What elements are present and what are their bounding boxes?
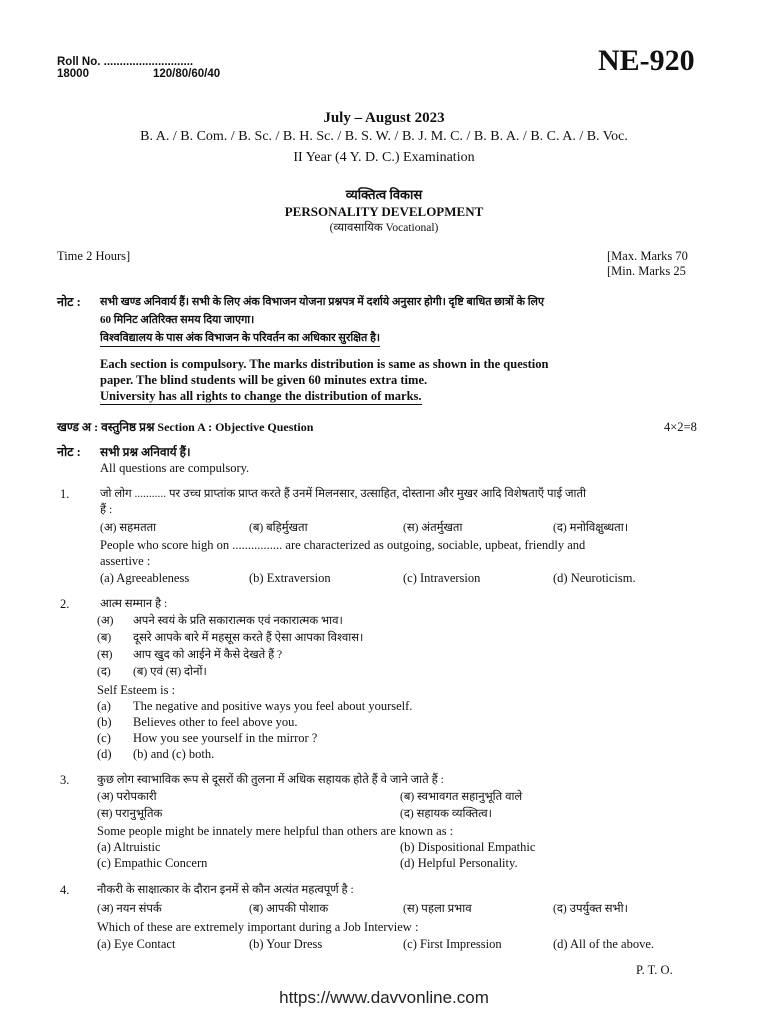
option-hi-a: (अ) नयन संपर्क <box>97 903 162 915</box>
option-en-a-label: (a) <box>97 699 111 713</box>
question-english-cont: assertive : <box>100 554 151 568</box>
option-en-c: (c) Empathic Concern <box>97 856 208 870</box>
note-hindi-3: विश्वविद्यालय के पास अंक विभाजन के परिवर्तन का अधिकार सुरक्षित है। <box>100 331 380 347</box>
option-hi-b: (ब) स्वभावगत सहानुभूति वाले <box>400 791 523 803</box>
option-en-a-text: The negative and positive ways you feel about yourself. <box>133 699 413 713</box>
courses: B. A. / B. Com. / B. Sc. / B. H. Sc. / B. S. W. / B. J. M. C. / B. B. A. / B. C. A. / B. Voc. <box>140 129 628 144</box>
option-hi-c: (स) अंतर्मुखता <box>403 522 463 534</box>
option-en-c: (c) First Impression <box>403 937 502 951</box>
option-hi-c-text: आप खुद को आईने में कैसे देखते हैं ? <box>133 649 283 661</box>
question-english: Which of these are extremely important during a Job Interview : <box>97 920 419 934</box>
option-hi-b: (ब) बहिर्मुखता <box>249 522 308 534</box>
roll-number: Roll No. ............................ <box>57 56 194 68</box>
source-url[interactable]: https://www.davvonline.com <box>279 988 489 1007</box>
note-english-3: University has all rights to change the distribution of marks. <box>100 389 422 403</box>
option-en-a: (a) Altruistic <box>97 840 161 854</box>
option-hi-d: (द) उपर्युक्त सभी। <box>553 903 628 915</box>
question-hindi: नौकरी के साक्षात्कार के दौरान इनमें से कौन अत्यंत महत्वपूर्ण है : <box>97 884 354 896</box>
option-hi-d-label: (द) <box>97 666 111 678</box>
option-hi-b-label: (ब) <box>97 632 112 644</box>
question-english: Some people might be innately mere helpful than others are known as : <box>97 824 454 838</box>
question-number: 2. <box>60 597 70 611</box>
section-note-label: नोट : <box>57 445 81 459</box>
option-en-b: (b) Dispositional Empathic <box>400 840 536 854</box>
note-hindi-1: सभी खण्ड अनिवार्य हैं। सभी के लिए अंक विभाजन योजना प्रश्नपत्र में दर्शाये अनुसार होगी। दृष्टि बाधित छात्रों के लिए <box>100 296 545 308</box>
option-hi-c-label: (स) <box>97 649 113 661</box>
code-right: 120/80/60/40 <box>153 68 221 80</box>
section-heading: खण्ड अ : वस्तुनिष्ठ प्रश्न Section A : Objective Question <box>57 420 314 434</box>
option-hi-c: (स) परानुभूतिक <box>97 808 163 820</box>
question-english: Self Esteem is : <box>97 683 176 697</box>
option-hi-d-text: (ब) एवं (स) दोनों। <box>133 666 207 678</box>
option-en-b: (b) Your Dress <box>249 937 323 951</box>
option-hi-a-text: अपने स्वयं के प्रति सकारात्मक एवं नकारात्मक भाव। <box>133 615 343 627</box>
question-hindi-cont: हैं : <box>100 504 113 516</box>
note-english-2: paper. The blind students will be given 60 minutes extra time. <box>100 373 428 387</box>
code-left: 18000 <box>57 68 89 80</box>
option-en-d: (d) Neuroticism. <box>553 571 636 585</box>
option-hi-b: (ब) आपकी पोशाक <box>249 903 329 915</box>
note-label: नोट : <box>57 295 81 309</box>
option-en-d-text: (b) and (c) both. <box>133 747 215 761</box>
option-en-a: (a) Agreeableness <box>100 571 190 585</box>
note-hindi-2: 60 मिनिट अतिरिक्त समय दिया जाएगा। <box>100 314 255 326</box>
section-note-english: All questions are compulsory. <box>100 461 250 475</box>
question-english: People who score high on ................ are characterized as outgoing, sociable, upbeat, friendly and <box>100 538 586 552</box>
option-en-b-text: Believes other to feel above you. <box>133 715 298 729</box>
year: II Year (4 Y. D. C.) Examination <box>293 150 475 165</box>
subject-hindi: व्यक्तित्व विकास <box>345 187 423 202</box>
option-hi-a: (अ) सहमतता <box>100 522 157 534</box>
section-note-hindi: सभी प्रश्न अनिवार्य हैं। <box>100 445 191 459</box>
option-en-c: (c) Intraversion <box>403 571 481 585</box>
option-hi-b-text: दूसरे आपके बारे में महसूस करते हैं ऐसा आपका विश्वास। <box>133 632 364 644</box>
min-marks: [Min. Marks 25 <box>607 264 686 278</box>
paper-type: (व्यावसायिक Vocational) <box>329 222 439 234</box>
question-hindi: आत्म सम्मान है : <box>100 598 168 610</box>
option-hi-d: (द) मनोविक्षुब्धता। <box>553 522 629 534</box>
option-en-c-label: (c) <box>97 731 111 745</box>
option-hi-a: (अ) परोपकारी <box>97 791 157 803</box>
session: July – August 2023 <box>323 110 445 126</box>
option-en-d: (d) Helpful Personality. <box>400 856 518 870</box>
time-allowed: Time 2 Hours] <box>57 249 131 263</box>
option-en-d-label: (d) <box>97 747 112 761</box>
paper-code: NE-920 <box>598 44 695 77</box>
note-english-1: Each section is compulsory. The marks distribution is same as shown in the question <box>100 357 549 371</box>
pto: P. T. O. <box>636 963 673 977</box>
question-number: 3. <box>60 773 70 787</box>
option-en-a: (a) Eye Contact <box>97 937 176 951</box>
question-number: 1. <box>60 487 70 501</box>
option-hi-a-label: (अ) <box>97 615 114 627</box>
section-marks: 4×2=8 <box>664 420 697 434</box>
option-en-b-label: (b) <box>97 715 112 729</box>
subject-english: PERSONALITY DEVELOPMENT <box>284 204 484 219</box>
question-number: 4. <box>60 883 70 897</box>
question-hindi: कुछ लोग स्वाभाविक रूप से दूसरों की तुलना में अधिक सहायक होते हैं वे जाने जाते हैं : <box>97 774 444 786</box>
option-hi-c: (स) पहला प्रभाव <box>403 903 472 915</box>
option-en-d: (d) All of the above. <box>553 937 655 951</box>
option-en-c-text: How you see yourself in the mirror ? <box>133 731 318 745</box>
option-en-b: (b) Extraversion <box>249 571 331 585</box>
question-hindi: जो लोग ........... पर उच्च प्राप्तांक प्राप्त करते हैं उनमें मिलनसार, उत्साहित, दोस्ताना और मुखर आदि विशेषताएँ पाई जाती <box>100 488 587 500</box>
max-marks: [Max. Marks 70 <box>607 249 688 263</box>
option-hi-d: (द) सहायक व्यक्तित्व। <box>400 808 492 820</box>
